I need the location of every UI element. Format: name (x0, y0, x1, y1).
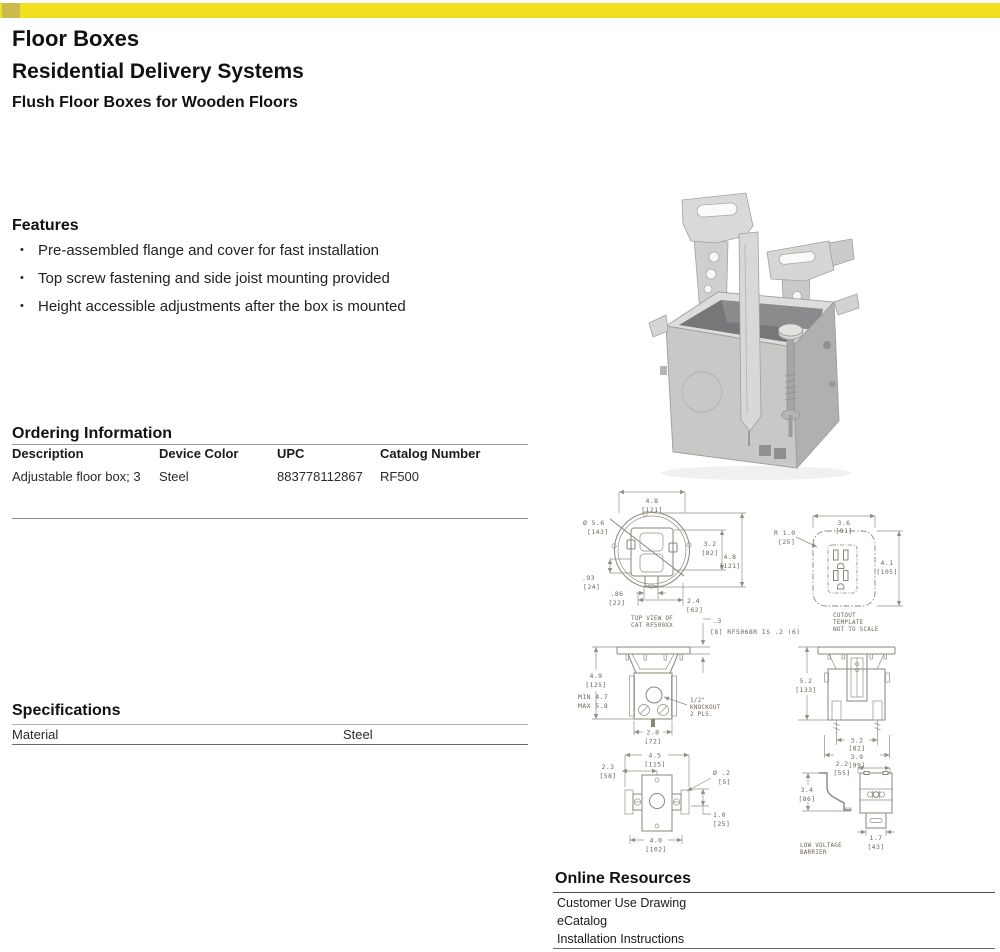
cell-upc: 883778112867 (277, 469, 363, 484)
dim-label: [82] (701, 549, 719, 557)
drawing-caption: TEMPLATE (833, 619, 864, 626)
dim-label: [105] (876, 568, 898, 576)
dim-label: [99] (848, 761, 866, 770)
dim-label: 3.9 (850, 753, 864, 761)
accent-bar (0, 3, 1000, 18)
dim-label: [24] (583, 583, 601, 591)
bullet-icon: • (20, 300, 24, 312)
dim-label: 4.8 (723, 553, 737, 561)
dim-label: [22] (608, 599, 626, 607)
cell-device-color: Steel (159, 469, 189, 484)
dim-label: [43] (867, 843, 885, 851)
dim-label: [5] (718, 778, 731, 786)
dim-label: [115] (644, 760, 666, 769)
drawing-top-view (582, 492, 746, 629)
dim-label: 5.2 (799, 677, 813, 685)
divider (12, 444, 528, 445)
dim-label: [82] (848, 744, 866, 753)
dim-label: [25] (778, 538, 796, 546)
dim-label: [8] RF5068R IS .2 (6) (710, 628, 801, 636)
dim-label: [91] (835, 527, 853, 535)
dim-label: 4.8 (645, 497, 659, 505)
dim-label: 4.0 (649, 836, 663, 845)
spec-value: Steel (343, 727, 373, 742)
photo-shadow (661, 466, 851, 480)
drawing-low-voltage-barrier (798, 760, 895, 856)
feature-item (0, 242, 520, 260)
dim-label: R 1.0 (774, 529, 796, 537)
drawing-side-flange (578, 647, 721, 746)
feature-text: Top screw fastening and side joist mounting provided (38, 270, 390, 287)
dim-label: Ø 5.6 (583, 519, 605, 527)
drawing-caption: NOT TO SCALE (833, 626, 879, 633)
col-description: Description (12, 446, 84, 461)
col-catalog-number: Catalog Number (380, 446, 481, 461)
dim-label: 2.8 (646, 728, 660, 737)
divider (12, 744, 528, 745)
technical-drawings (570, 483, 1000, 873)
page-title: Residential Delivery Systems (12, 60, 304, 83)
divider (12, 518, 528, 519)
bullet-icon: • (20, 272, 24, 284)
drawing-caption: CUTOUT (833, 612, 856, 619)
dim-label: [121] (719, 562, 741, 570)
feature-text: Height accessible adjustments after the box is mounted (38, 298, 406, 315)
col-device-color: Device Color (159, 446, 239, 461)
dim-label: 3.6 (837, 519, 851, 527)
col-upc: UPC (277, 446, 305, 461)
online-resources-heading: Online Resources (555, 870, 692, 887)
spec-label: Material (12, 727, 59, 742)
dim-label: 3.2 (850, 736, 864, 745)
dim-label: MAX 5.8 (578, 702, 609, 710)
divider (12, 724, 528, 725)
feature-item (0, 298, 520, 316)
drawing-bottom-view (599, 752, 731, 854)
drawing-caption: KNOCKOUT (690, 704, 721, 711)
divider (553, 948, 995, 949)
link-ecatalog[interactable]: eCatalog (557, 914, 608, 928)
drawing-caption: LOW VOLTAGE (800, 842, 842, 849)
dim-label: [125] (585, 681, 607, 689)
product-photo (596, 184, 928, 486)
drawing-caption: 1/2" (690, 697, 706, 704)
drawing-side-box (795, 647, 895, 770)
dim-label: [25] (713, 820, 731, 828)
specifications-heading: Specifications (12, 702, 121, 719)
accent-square (2, 3, 20, 18)
dim-label: [102] (645, 845, 667, 854)
dim-label: .3 (713, 617, 722, 625)
dim-label: 4.9 (589, 672, 603, 680)
dim-label: .93 (582, 574, 595, 582)
drawing-caption: CAT RF500XX (631, 622, 673, 629)
dim-label: 4.5 (648, 751, 662, 760)
dim-label: [72] (644, 737, 662, 746)
dim-label: 1.0 (713, 811, 726, 819)
drawing-cutout-template (774, 516, 903, 633)
link-installation-instructions[interactable]: Installation Instructions (557, 932, 685, 946)
divider (553, 892, 995, 893)
dim-label: 4.1 (880, 559, 894, 567)
feature-text: Pre-assembled flange and cover for fast installation (38, 242, 380, 259)
dim-label: Ø .2 (713, 769, 731, 777)
dim-label: [143] (587, 528, 609, 536)
cell-description: Adjustable floor box; 3 (12, 469, 141, 484)
bullet-icon: • (20, 244, 24, 256)
drawing-caption: TOP VIEW OF (631, 615, 673, 622)
dim-label: [133] (795, 686, 817, 694)
feature-item (0, 270, 520, 288)
page-subtitle: Flush Floor Boxes for Wooden Floors (12, 94, 298, 111)
dim-label: [62] (686, 606, 704, 614)
dim-label: [58] (599, 772, 617, 780)
dim-label: 3.4 (800, 786, 814, 794)
dim-label: 2.3 (601, 763, 615, 771)
dim-label: 3.2 (703, 540, 717, 548)
dim-label: .86 (610, 590, 624, 598)
dim-label: [55] (833, 769, 851, 777)
ordering-heading: Ordering Information (12, 425, 172, 442)
link-customer-use-drawing[interactable]: Customer Use Drawing (557, 896, 687, 910)
front-adjustment-strap (739, 232, 761, 446)
dim-label: [121] (641, 506, 663, 514)
drawing-caption: BARRIER (800, 849, 827, 856)
features-heading: Features (12, 217, 79, 234)
drawing-note (690, 617, 801, 673)
dim-label: MIN 4.7 (578, 693, 609, 701)
drawing-caption: 2 PLS. (690, 711, 713, 718)
page-category: Floor Boxes (12, 26, 140, 51)
dim-label: 2.4 (687, 597, 700, 605)
dim-label: [86] (798, 795, 816, 803)
dim-label: 2.2 (835, 760, 849, 768)
cell-catalog-number: RF500 (380, 469, 420, 484)
dim-label: 1.7 (869, 834, 883, 842)
